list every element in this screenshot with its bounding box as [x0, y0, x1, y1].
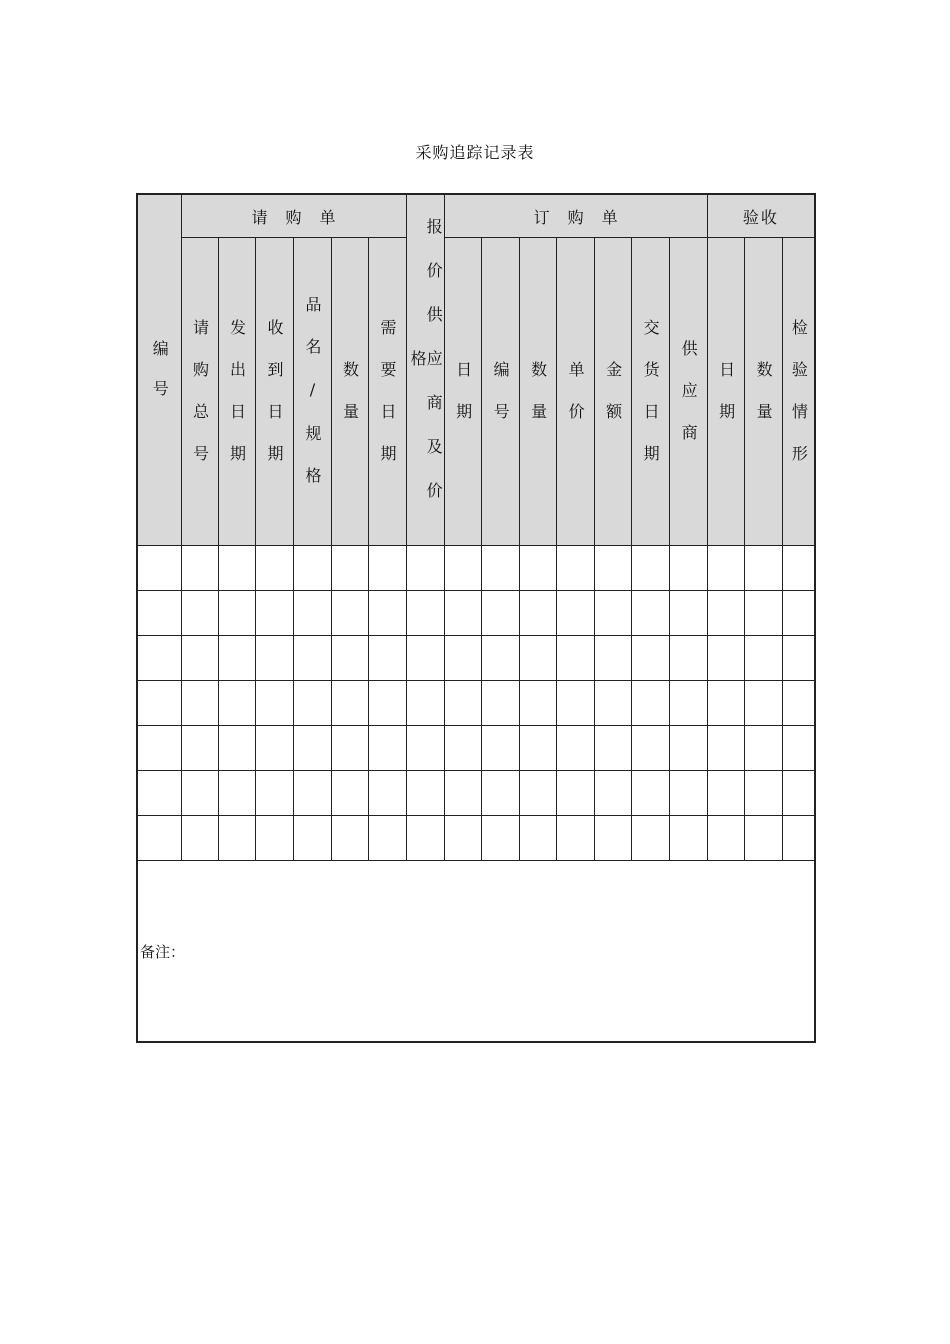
table-cell[interactable]	[594, 636, 631, 681]
table-cell[interactable]	[137, 636, 181, 681]
table-cell[interactable]	[137, 681, 181, 726]
table-cell[interactable]	[519, 771, 556, 816]
table-cell[interactable]	[137, 771, 181, 816]
table-cell[interactable]	[293, 726, 331, 771]
table-cell[interactable]	[444, 546, 481, 591]
table-cell[interactable]	[368, 816, 406, 861]
table-cell[interactable]	[594, 681, 631, 726]
header-request-group: 请购单	[181, 194, 406, 238]
table-cell[interactable]	[331, 771, 368, 816]
table-row	[137, 546, 815, 591]
table-cell[interactable]	[669, 591, 707, 636]
table-cell[interactable]	[669, 816, 707, 861]
table-cell[interactable]	[669, 726, 707, 771]
table-row	[137, 636, 815, 681]
table-cell[interactable]	[293, 546, 331, 591]
header-issue-date: 发出日期	[218, 238, 255, 546]
header-inspection: 检验情形	[782, 238, 815, 546]
table-cell[interactable]	[181, 771, 218, 816]
table-cell[interactable]	[406, 636, 444, 681]
page-title: 采购追踪记录表	[415, 143, 535, 162]
table-cell[interactable]	[481, 591, 519, 636]
table-cell[interactable]	[444, 816, 481, 861]
table-cell[interactable]	[368, 681, 406, 726]
table-cell[interactable]	[481, 726, 519, 771]
table-cell[interactable]	[707, 681, 744, 726]
table-cell[interactable]	[519, 546, 556, 591]
table-cell[interactable]	[218, 771, 255, 816]
table-cell[interactable]	[519, 726, 556, 771]
table-cell[interactable]	[406, 771, 444, 816]
table-cell[interactable]	[137, 726, 181, 771]
table-cell[interactable]	[594, 816, 631, 861]
note-label: 备注：	[140, 942, 186, 961]
table-cell[interactable]	[556, 636, 594, 681]
table-cell[interactable]	[782, 546, 815, 591]
table-cell[interactable]	[255, 726, 293, 771]
table-cell[interactable]	[368, 636, 406, 681]
table-cell[interactable]	[181, 816, 218, 861]
table-cell[interactable]	[744, 636, 782, 681]
table-cell[interactable]	[594, 591, 631, 636]
header-amount: 金额	[594, 238, 631, 546]
header-unit-price: 单价	[556, 238, 594, 546]
table-cell[interactable]	[218, 636, 255, 681]
table-cell[interactable]	[331, 546, 368, 591]
note-cell[interactable]	[137, 861, 815, 1043]
table-cell[interactable]	[631, 591, 669, 636]
table-cell[interactable]	[556, 546, 594, 591]
table-row	[137, 726, 815, 771]
table-cell[interactable]	[481, 771, 519, 816]
header-accept-qty: 数量	[744, 238, 782, 546]
header-accept-group: 验收	[707, 194, 815, 238]
table-cell[interactable]	[368, 591, 406, 636]
table-cell[interactable]	[444, 591, 481, 636]
table-cell[interactable]	[368, 726, 406, 771]
table-cell[interactable]	[556, 771, 594, 816]
table-cell[interactable]	[707, 726, 744, 771]
header-id: 编号	[137, 194, 181, 546]
header-delivery-date: 交货日期	[631, 238, 669, 546]
table-cell[interactable]	[631, 636, 669, 681]
table-cell[interactable]	[631, 816, 669, 861]
table-cell[interactable]	[669, 771, 707, 816]
table-cell[interactable]	[744, 681, 782, 726]
table-cell[interactable]	[556, 591, 594, 636]
table-cell[interactable]	[255, 681, 293, 726]
table-cell[interactable]	[293, 681, 331, 726]
table-cell[interactable]	[331, 636, 368, 681]
table-cell[interactable]	[631, 771, 669, 816]
table-cell[interactable]	[707, 591, 744, 636]
table-cell[interactable]	[255, 636, 293, 681]
table-cell[interactable]	[594, 726, 631, 771]
table-cell[interactable]	[137, 591, 181, 636]
table-cell[interactable]	[331, 816, 368, 861]
table-row	[137, 771, 815, 816]
table-cell[interactable]	[137, 546, 181, 591]
table-cell[interactable]	[255, 546, 293, 591]
table-cell[interactable]	[481, 816, 519, 861]
header-receive-date: 收到日期	[255, 238, 293, 546]
table-cell[interactable]	[669, 681, 707, 726]
table-cell[interactable]	[556, 726, 594, 771]
table-cell[interactable]	[669, 546, 707, 591]
header-need-date: 需要日期	[368, 238, 406, 546]
table-cell[interactable]	[218, 816, 255, 861]
header-supplier: 供应商	[669, 238, 707, 546]
table-cell[interactable]	[707, 816, 744, 861]
table-cell[interactable]	[519, 681, 556, 726]
table-cell[interactable]	[218, 726, 255, 771]
header-order-no: 编号	[481, 238, 519, 546]
header-order-group: 订购单	[444, 194, 707, 238]
table-cell[interactable]	[331, 681, 368, 726]
table-cell[interactable]	[782, 681, 815, 726]
table-cell[interactable]	[744, 726, 782, 771]
table-cell[interactable]	[481, 636, 519, 681]
table-cell[interactable]	[782, 816, 815, 861]
table-cell[interactable]	[444, 726, 481, 771]
table-cell[interactable]	[631, 681, 669, 726]
table-cell[interactable]	[406, 591, 444, 636]
header-order-date: 日期	[444, 238, 481, 546]
table-cell[interactable]	[744, 546, 782, 591]
table-cell[interactable]	[707, 636, 744, 681]
table-cell[interactable]	[556, 816, 594, 861]
table-cell[interactable]	[406, 546, 444, 591]
table-cell[interactable]	[181, 546, 218, 591]
table-cell[interactable]	[444, 636, 481, 681]
table-cell[interactable]	[218, 546, 255, 591]
header-order-qty: 数量	[519, 238, 556, 546]
table-cell[interactable]	[782, 771, 815, 816]
table-cell[interactable]	[556, 681, 594, 726]
table-cell[interactable]	[519, 636, 556, 681]
table-row	[137, 591, 815, 636]
table-cell[interactable]	[782, 636, 815, 681]
table-cell[interactable]	[669, 636, 707, 681]
table-cell[interactable]	[707, 771, 744, 816]
table-cell[interactable]	[255, 816, 293, 861]
table-cell[interactable]	[218, 681, 255, 726]
table-cell[interactable]	[444, 771, 481, 816]
table-cell[interactable]	[181, 681, 218, 726]
table-cell[interactable]	[255, 771, 293, 816]
header-request-no: 请购总号	[181, 238, 218, 546]
table-cell[interactable]	[331, 726, 368, 771]
table-cell[interactable]	[368, 771, 406, 816]
table-cell[interactable]	[255, 591, 293, 636]
table-cell[interactable]	[406, 816, 444, 861]
table-cell[interactable]	[481, 546, 519, 591]
purchase-tracking-table	[136, 193, 816, 1043]
table-cell[interactable]	[519, 816, 556, 861]
table-cell[interactable]	[293, 816, 331, 861]
header-request-qty: 数量	[331, 238, 368, 546]
table-cell[interactable]	[782, 591, 815, 636]
header-quote: 报价供应商及价格	[406, 194, 444, 546]
table-cell[interactable]	[594, 546, 631, 591]
table-cell[interactable]	[631, 546, 669, 591]
table-row	[137, 816, 815, 861]
table-cell[interactable]	[331, 591, 368, 636]
table-cell[interactable]	[293, 771, 331, 816]
table-cell[interactable]	[744, 771, 782, 816]
header-item-spec: 品名/规格	[293, 238, 331, 546]
table-cell[interactable]	[444, 681, 481, 726]
table-cell[interactable]	[218, 591, 255, 636]
table-cell[interactable]	[744, 591, 782, 636]
table-cell[interactable]	[481, 681, 519, 726]
table-cell[interactable]	[137, 816, 181, 861]
table-cell[interactable]	[293, 636, 331, 681]
table-cell[interactable]	[181, 726, 218, 771]
table-cell[interactable]	[181, 636, 218, 681]
table-cell[interactable]	[519, 591, 556, 636]
table-cell[interactable]	[368, 546, 406, 591]
table-cell[interactable]	[406, 726, 444, 771]
table-cell[interactable]	[594, 771, 631, 816]
table-cell[interactable]	[293, 591, 331, 636]
table-cell[interactable]	[782, 726, 815, 771]
table-row	[137, 681, 815, 726]
table-cell[interactable]	[406, 681, 444, 726]
table-cell[interactable]	[744, 816, 782, 861]
table-cell[interactable]	[707, 546, 744, 591]
table-cell[interactable]	[631, 726, 669, 771]
table-cell[interactable]	[181, 591, 218, 636]
header-accept-date: 日期	[707, 238, 744, 546]
